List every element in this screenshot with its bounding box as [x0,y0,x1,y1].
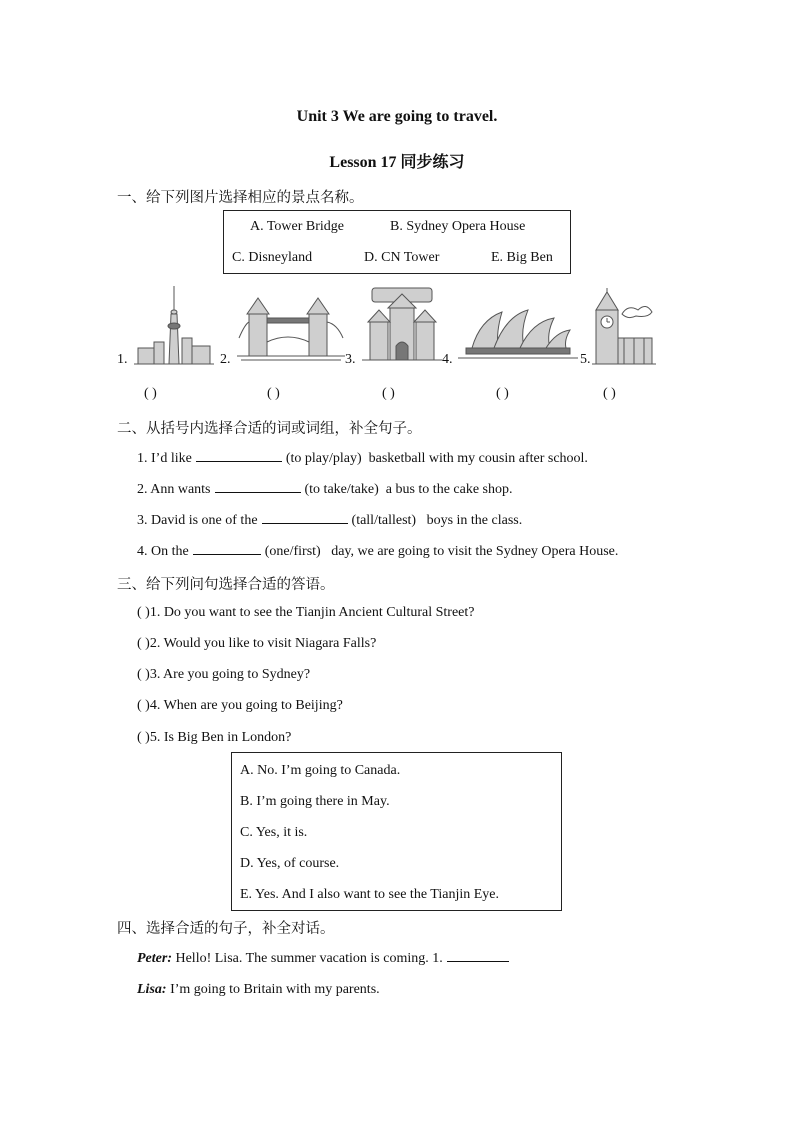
lesson-subtitle: Lesson 17 同步练习 [329,154,465,171]
option-c: C. Disneyland [232,250,313,265]
fill-sentence-2: 2. Ann wants (to take/take) a bus to the cake shop. [137,482,513,497]
option-a: A. Tower Bridge [250,219,345,234]
tower-bridge-icon [237,294,345,364]
question-3: ( )3. Are you going to Sydney? [137,667,311,682]
section-1-heading: 一、给下列图片选择相应的景点名称。 [117,190,364,206]
picture-answer-5[interactable]: ( ) [603,386,616,401]
answer-c: C. Yes, it is. [240,825,308,840]
option-e: E. Big Ben [491,250,553,265]
answer-e: E. Yes. And I also want to see the Tianjin Eye. [240,887,499,902]
cn-tower-icon [134,284,214,366]
answer-b: B. I’m going there in May. [240,794,390,809]
fill-sentence-3: 3. David is one of the (tall/tallest) boys in the class. [137,513,523,528]
picture-answer-4[interactable]: ( ) [496,386,509,401]
picture-number-5: 5. [580,352,591,367]
answer-d: D. Yes, of course. [240,856,340,871]
dialogue-line-2: Lisa: I’m going to Britain with my parents. [137,982,380,997]
speaker-peter: Peter: [137,951,172,966]
picture-answer-2[interactable]: ( ) [267,386,280,401]
picture-number-3: 3. [345,352,356,367]
picture-number-2: 2. [220,352,231,367]
question-5: ( )5. Is Big Ben in London? [137,730,292,745]
section-3-heading: 三、给下列问句选择合适的答语。 [117,577,335,593]
big-ben-icon [592,288,656,366]
option-b: B. Sydney Opera House [390,219,526,234]
dialogue-line-1: Peter: Hello! Lisa. The summer vacation is coming. 1. [137,949,513,967]
picture-answer-3[interactable]: ( ) [382,386,395,401]
question-2: ( )2. Would you like to visit Niagara Falls? [137,636,377,651]
answer-a: A. No. I’m going to Canada. [240,763,401,778]
question-1: ( )1. Do you want to see the Tianjin Ancient Cultural Street? [137,605,475,620]
fill-sentence-1: 1. I’d like (to play/play) basketball with my cousin after school. [137,451,588,466]
answers-box [231,752,562,911]
option-d: D. CN Tower [364,250,440,265]
disneyland-castle-icon [362,286,442,364]
answer-blank[interactable] [215,480,301,493]
page-title: Unit 3 We are going to travel. [296,108,498,125]
question-4: ( )4. When are you going to Beijing? [137,698,343,713]
picture-number-1: 1. [117,352,128,367]
answer-blank[interactable] [193,542,261,555]
answer-blank[interactable] [262,511,348,524]
answer-blank[interactable] [196,449,282,462]
picture-number-4: 4. [442,352,453,367]
options-box [223,210,571,274]
fill-sentence-4: 4. On the (one/first) day, we are going to visit the Sydney Opera House. [137,544,619,559]
speaker-lisa: Lisa: [137,982,167,997]
picture-answer-1[interactable]: ( ) [144,386,157,401]
section-4-heading: 四、选择合适的句子，补全对话。 [117,921,335,937]
section-2-heading: 二、从括号内选择合适的词或词组，补全句子。 [117,421,422,437]
dialogue-blank-1[interactable] [447,949,509,962]
sydney-opera-house-icon [458,306,578,362]
